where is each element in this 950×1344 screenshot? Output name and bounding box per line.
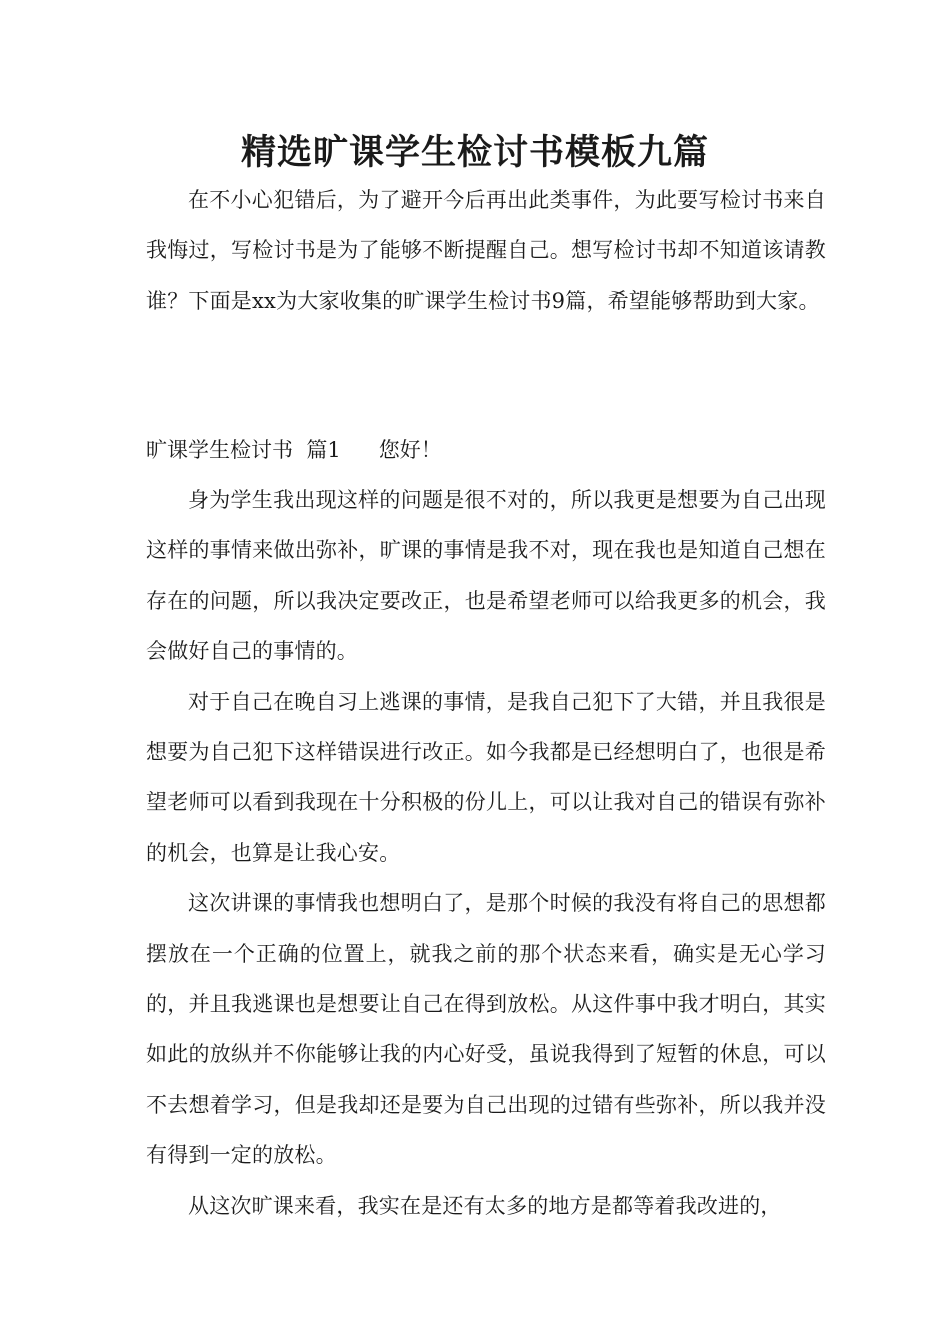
body-paragraph-4: 从这次旷课来看，我实在是还有太多的地方是都等着我改进的， [188,1193,782,1218]
body-paragraph-2: 对于自己在晚自习上逃课的事情，是我自己犯下了大错，并且我很是想要为自己犯下这样错误进行改正。如今我都是已经想明白了，也很是希望老师可以看到我现在十分积极的份儿上，可以让我对自己的错误有弥补的机会，也算是让我心安。 [146,689,826,865]
intro-section [146,175,826,326]
body-paragraph-1: 身为学生我出现这样的问题是很不对的，所以我更是想要为自己出现这样的事情来做出弥补，旷课的事情是我不对，现在我也是知道自己想在存在的问题，所以我决定要改正，也是希望老师可以给我更多的机会，我会做好自己的事情的。 [146,488,826,664]
intro-paragraph: 在不小心犯错后，为了避开今后再出此类事件，为此要写检讨书来自我悔过，写检讨书是为了能够不断提醒自己。想写检讨书却不知道该请教谁？下面是xx为大家收集的旷课学生检讨书9篇，希望能够帮助到大家。 [146,188,826,313]
section-heading-line [146,425,442,475]
document-title: 精选旷课学生检讨书模板九篇 [240,133,709,173]
section-heading: 旷课学生检讨书 篇1 [146,438,341,462]
body-paragraph-3: 这次讲课的事情我也想明白了，是那个时候的我没有将自己的思想都摆放在一个正确的位置上，就我之前的那个状态来看，确实是无心学习的，并且我逃课也是想要让自己在得到放松。从这件事中我才明白，其实如此的放纵并不你能够让我的内心好受，虽说我得到了短暂的休息，可以不去想着学习，但是我却还是要为自己出现的过错有些弥补，所以我并没有得到一定的放松。 [146,891,826,1168]
letter-body [146,475,826,1231]
greeting: 您好！ [378,438,442,462]
